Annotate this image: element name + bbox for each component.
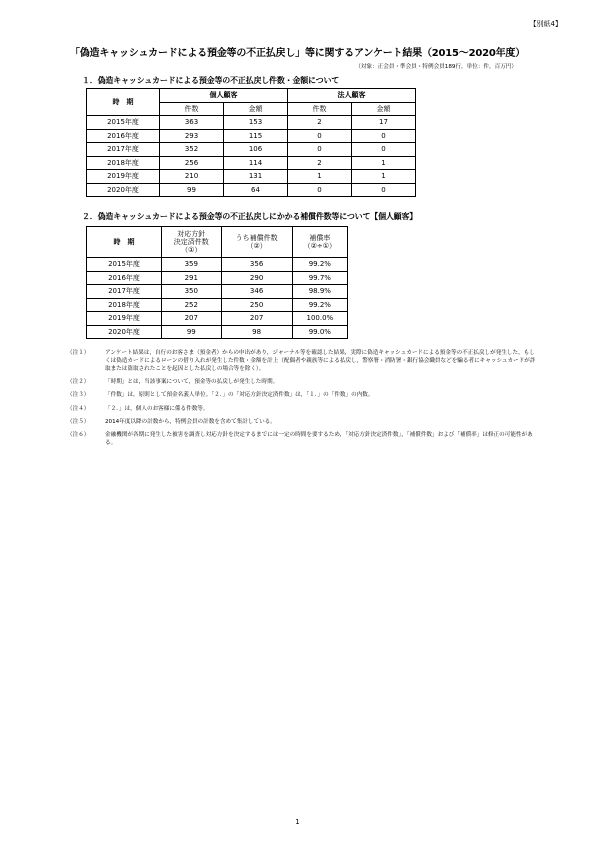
year-cell: 2016年度: [87, 129, 160, 143]
decided-header-line: 対応方針: [177, 229, 206, 238]
corporate-header: 法人顧客: [288, 89, 416, 103]
compensated-header-line: うち補償件数: [235, 233, 278, 242]
decided-cell: 350: [162, 285, 222, 299]
ind-amount-header: 金額: [224, 102, 288, 116]
decided-cell: 207: [162, 312, 222, 326]
subject-line: （対象：正会員・準会員・特例会員189行，単位：件，百万円）: [355, 64, 517, 70]
table-row: [87, 285, 348, 299]
corp-amount-cell: 0: [352, 129, 416, 143]
table-row: [87, 170, 416, 184]
note-text: 金融機関が各期に発生した被害を調査し対応方針を決定するまでには一定の時間を要するため，「対応方針決定済件数」，「補償件数」および「補償率」は修正の可能性がある。: [105, 431, 533, 446]
year-cell: 2019年度: [87, 312, 162, 326]
rate-cell: 99.0%: [292, 325, 347, 339]
compensated-cell: 290: [221, 271, 292, 285]
year-cell: 2018年度: [87, 298, 162, 312]
note-item: [67, 378, 537, 386]
corp-amount-cell: 0: [352, 143, 416, 157]
rate-cell: 99.2%: [292, 298, 347, 312]
ind-amount-cell: 115: [224, 129, 288, 143]
ind-amount-cell: 153: [224, 116, 288, 130]
decided-cell: 99: [162, 325, 222, 339]
table-row: [87, 156, 416, 170]
corp-count-cell: 2: [288, 156, 352, 170]
note-item: [67, 431, 537, 447]
decided-cell: 291: [162, 271, 222, 285]
note-text: アンケート結果は，自行のお客さま（預金者）からの申出があり，ジャーナル等を確認した結果，実際に偽造キャッシュカードによる預金等の不正払戻しが発生した，もしくは偽造カードによるローンの借り入れが発生した件数・金額を計上（配偶者や親族等による払戻し，警察署・消防署・銀行協会職員などを騙る者にキャッシュカードが詐取または盗取されたことを起因とした払戻しの場合等を除く）。: [105, 350, 536, 373]
ind-count-cell: 352: [160, 143, 224, 157]
rate-cell: 99.2%: [292, 258, 347, 272]
corp-count-cell: 0: [288, 129, 352, 143]
section2-heading: ２．偽造キャッシュカードによる預金等の不正払戻しにかかる補償件数等について【個人顧客】: [82, 212, 418, 221]
note-text: 「時期」とは，当該事案について，預金等の払戻しが発生した時期。: [105, 379, 279, 386]
year-cell: 2017年度: [87, 143, 160, 157]
ind-amount-cell: 64: [224, 183, 288, 197]
individual-header: 個人顧客: [160, 89, 288, 103]
year-cell: 2019年度: [87, 170, 160, 184]
ind-count-cell: 293: [160, 129, 224, 143]
note-text: 2014年度以降の計数から，特例会員の計数を含めて集計している。: [105, 418, 276, 425]
corp-count-cell: 1: [288, 170, 352, 184]
note-key: （注１）: [67, 350, 90, 356]
corp-count-cell: 0: [288, 183, 352, 197]
table-row: [87, 143, 416, 157]
corp-amount-cell: 1: [352, 156, 416, 170]
year-cell: 2015年度: [87, 116, 160, 130]
compensated-cell: 98: [221, 325, 292, 339]
page-number: 1: [295, 818, 300, 826]
fraud-withdrawal-table: [86, 88, 416, 197]
compensated-header: [221, 227, 292, 258]
ind-amount-cell: 106: [224, 143, 288, 157]
compensated-cell: 250: [221, 298, 292, 312]
period-header: 時 期: [87, 89, 160, 116]
corp-count-cell: 2: [288, 116, 352, 130]
table-row: [87, 129, 416, 143]
year-cell: 2020年度: [87, 325, 162, 339]
table-row: [87, 258, 348, 272]
compensated-cell: 346: [221, 285, 292, 299]
year-cell: 2020年度: [87, 183, 160, 197]
decided-header-line: 決定済件数: [173, 237, 209, 246]
table-row: [87, 298, 348, 312]
table-row: [87, 271, 348, 285]
annex-label: 【別紙4】: [529, 20, 562, 28]
note-item: [67, 391, 537, 399]
ind-count-cell: 256: [160, 156, 224, 170]
decided-cell: 359: [162, 258, 222, 272]
corp-count-cell: 0: [288, 143, 352, 157]
note-item: [67, 405, 537, 413]
year-cell: 2016年度: [87, 271, 162, 285]
table-row: [87, 312, 348, 326]
corp-amount-cell: 17: [352, 116, 416, 130]
rate-header: [292, 227, 347, 258]
ind-count-cell: 99: [160, 183, 224, 197]
table-row: [87, 325, 348, 339]
note-item: [67, 349, 537, 373]
corp-amount-cell: 1: [352, 170, 416, 184]
document-title: 「偽造キャッシュカードによる預金等の不正払戻し」等に関するアンケート結果（2015～2020年度）: [69, 48, 526, 59]
rate-cell: 99.7%: [292, 271, 347, 285]
note-key: （注５）: [67, 418, 90, 425]
rate-cell: 98.9%: [292, 285, 347, 299]
compensated-cell: 207: [221, 312, 292, 326]
note-key: （注２）: [67, 379, 90, 386]
ind-count-cell: 210: [160, 170, 224, 184]
year-cell: 2015年度: [87, 258, 162, 272]
corp-count-header: 件数: [288, 102, 352, 116]
ind-amount-cell: 114: [224, 156, 288, 170]
compensated-header-line: （②）: [246, 242, 267, 250]
year-cell: 2017年度: [87, 285, 162, 299]
note-key: （注４）: [67, 405, 90, 412]
note-text: 「件数」は，原則として預金名義人単位。「２．」の「対応方針決定済件数」は，「１．」の「件数」の内数。: [105, 392, 374, 399]
period-header: 時 期: [87, 227, 162, 258]
ind-count-cell: 363: [160, 116, 224, 130]
compensated-cell: 356: [221, 258, 292, 272]
note-text: 「２．」は，個人のお客様に係る件数等。: [105, 405, 209, 412]
rate-header-line: （②÷①）: [303, 242, 337, 250]
notes-section: [67, 349, 537, 452]
ind-amount-cell: 131: [224, 170, 288, 184]
note-item: [67, 418, 537, 426]
decided-header-line: （①）: [181, 246, 202, 255]
compensation-table: [86, 226, 348, 339]
decided-header: [162, 227, 222, 258]
corp-amount-cell: 0: [352, 183, 416, 197]
table-row: [87, 116, 416, 130]
table-row: [87, 183, 416, 197]
ind-count-header: 件数: [160, 102, 224, 116]
rate-cell: 100.0%: [292, 312, 347, 326]
year-cell: 2018年度: [87, 156, 160, 170]
rate-header-line: 補償率: [309, 233, 331, 242]
decided-cell: 252: [162, 298, 222, 312]
note-key: （注６）: [67, 431, 90, 438]
section1-heading: １．偽造キャッシュカードによる預金等の不正払戻し件数・金額について: [82, 76, 340, 85]
note-key: （注３）: [67, 392, 90, 399]
corp-amount-header: 金額: [352, 102, 416, 116]
